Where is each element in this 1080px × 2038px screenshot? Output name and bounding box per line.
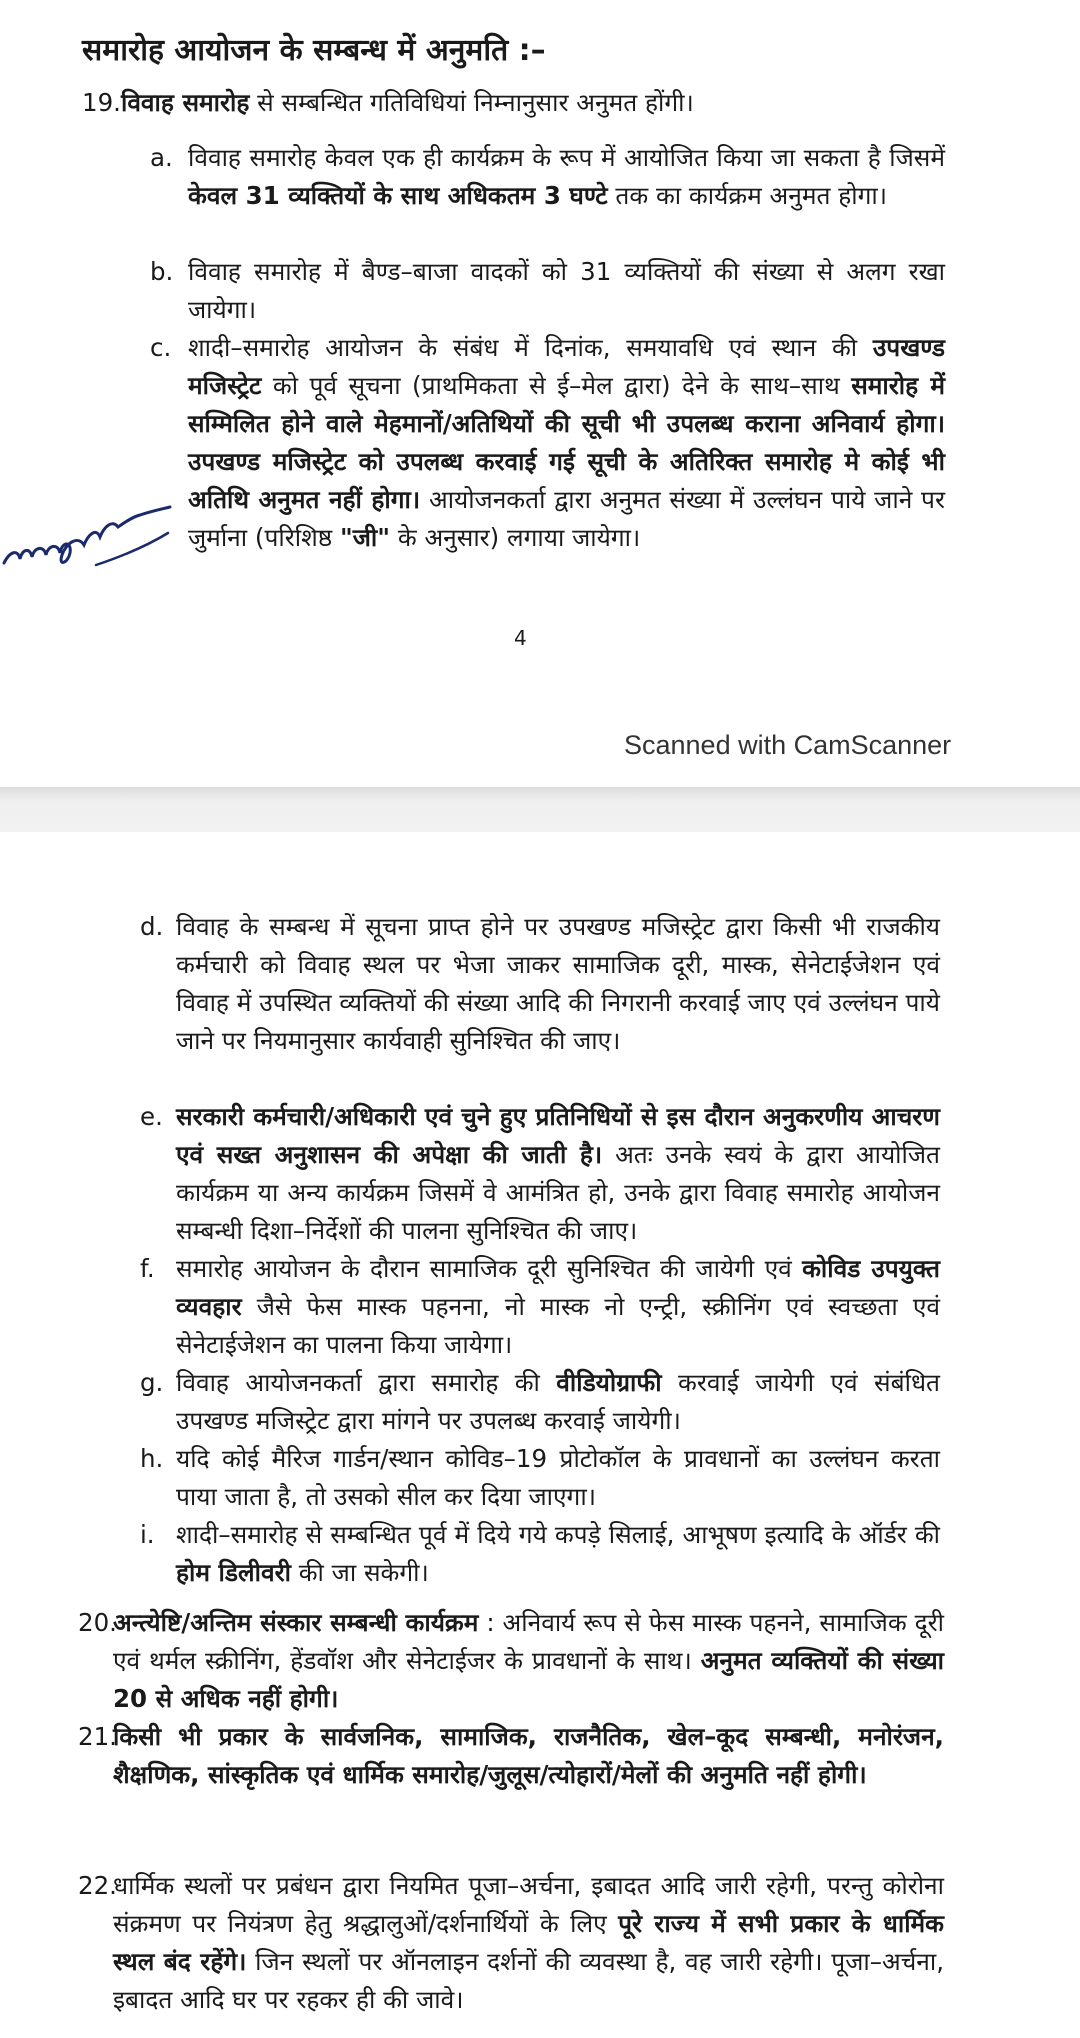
item-19c-text-3: आयोजनकर्ता द्वारा अनुमत संख्या में उल्लंघन पाये जाने पर जुर्माना (परिशिष्ठ (188, 485, 945, 552)
item-22-text-2: जिन स्थलों पर ऑनलाइन दर्शनों की व्यवस्था है, वह जारी रहेगी। पूजा–अर्चना, इबादत आदि घर पर रहकर ही की जावे। (113, 1947, 944, 2014)
item-19c-text-1: शादी–समारोह आयोजन के संबंध में दिनांक, समयावधि एवं स्थान की (188, 333, 873, 362)
section-heading: समारोह आयोजन के सम्बन्ध में अनुमति :– (82, 33, 546, 68)
item-19b-label: b. (150, 257, 174, 286)
item-20-text: : अनिवार्य रूप से फेस मास्क पहनने, सामाजिक दूरी एवं थर्मल स्क्रीनिंग, हेंडवॉश और सेनेटाईजर के प्रावधानों के साथ। (113, 1608, 944, 1675)
item-19f-text-1: समारोह आयोजन के दौरान सामाजिक दूरी सुनिश्चित की जायेगी एवं (176, 1254, 803, 1283)
item-22-text-1: धार्मिक स्थलों पर प्रबंधन द्वारा नियमित पूजा–अर्चना, इबादत आदि जारी रहेगी, परन्तु कोरोना संक्रमण पर नियंत्रण हेतु श्रद्धालुओं/दर्शनार्थियों के लिए (113, 1871, 944, 1938)
item-19-text: से सम्बन्धित गतिविधियां निम्नानुसार अनुमत होंगी। (249, 88, 694, 117)
page-separator (0, 787, 1080, 832)
item-19f (140, 1250, 940, 1364)
item-19a-text-1: विवाह समारोह केवल एक ही कार्यक्रम के रूप में आयोजित किया जा सकता है जिसमें (188, 143, 945, 172)
item-19g (140, 1364, 940, 1440)
item-20-number: 20. (78, 1608, 117, 1637)
item-19d-text: विवाह के सम्बन्ध में सूचना प्राप्त होने पर उपखण्ड मजिस्ट्रेट द्वारा किसी भी राजकीय कर्मचारी को विवाह स्थल पर भेजा जाकर सामाजिक दूरी, मास्क, सेनेटाईजेशन एवं विवाह में उपस्थित व्यक्तियों की संख्या आदि की निगरानी करवाई जाए एवं उल्लंघन पाये जाने पर नियमानुसार कार्यवाही सुनिश्चित की जाए। (176, 912, 940, 1055)
item-22-bold: पूरे राज्य में सभी प्रकार के धार्मिक स्थल बंद रहेंगे। (113, 1909, 945, 1976)
item-19d-label: d. (140, 912, 164, 941)
handwritten-signature (0, 505, 175, 575)
item-20-bold-1: अन्त्येष्टि/अन्तिम संस्कार सम्बन्धी कार्यक्रम (113, 1608, 479, 1637)
item-19f-bold: कोविड उपयुक्त व्यवहार (176, 1254, 940, 1321)
item-19c-text-4: के अनुसार) लगाया जायेगा। (390, 523, 641, 552)
item-19-bold: विवाह समारोह (120, 88, 250, 117)
item-19g-text-2: करवाई जायेगी एवं संबंधित उपखण्ड मजिस्ट्रेट द्वारा मांगने पर उपलब्ध करवाई जायेगी। (176, 1368, 940, 1435)
page-number: 4 (514, 626, 527, 650)
item-19h (140, 1440, 940, 1516)
item-19d (140, 908, 940, 1060)
item-19g-bold: वीडियोग्राफी (556, 1368, 662, 1397)
item-19b-text: विवाह समारोह में बैण्ड–बाजा वादकों को 31 व्यक्तियों की संख्या से अलग रखा जायेगा। (188, 257, 945, 324)
item-19a-text-2: तक का कार्यक्रम अनुमत होगा। (607, 181, 888, 210)
item-19-number: 19. (82, 88, 121, 117)
item-19c (150, 329, 945, 557)
document-page-1 (0, 0, 1074, 787)
item-21-number: 21. (78, 1722, 117, 1751)
item-19e (140, 1098, 940, 1250)
item-19c-bold-2: समारोह में सम्मिलित होने वाले मेहमानों/अतिथियों की सूची भी उपलब्ध कराना अनिवार्य होगा। उपखण्ड मजिस्ट्रेट को उपलब्ध करवाई गई सूची के अतिरिक्त समारोह मे कोई भी अतिथि अनुमत नहीं होगा। (188, 371, 945, 514)
item-19f-text-2: जैसे फेस मास्क पहनना, नो मास्क नो एन्ट्री, स्क्रीनिंग एवं स्वच्छता एवं सेनेटाईजेशन का पालना किया जायेगा। (176, 1292, 940, 1359)
item-19c-bold-1: उपखण्ड मजिस्ट्रेट (188, 333, 945, 400)
item-21-bold: किसी भी प्रकार के सार्वजनिक, सामाजिक, राजनैतिक, खेल–कूद सम्बन्धी, मनोरंजन, शैक्षणिक, सांस्कृतिक एवं धार्मिक समारोह/जुलूस/त्योहारों/मेलों की अनुमति नहीं होगी। (113, 1722, 944, 1789)
camscanner-watermark: Scanned with CamScanner (624, 730, 952, 760)
item-19i-bold: होम डिलीवरी (176, 1558, 291, 1587)
item-19b (150, 253, 945, 329)
document-page-2 (0, 832, 1080, 2038)
item-19h-label: h. (140, 1444, 164, 1473)
item-19c-bold-3: "जी" (339, 523, 391, 552)
item-19c-text-2: को पूर्व सूचना (प्राथमिकता से ई–मेल द्वारा) देने के साथ–साथ (261, 371, 852, 400)
item-19g-text-1: विवाह आयोजनकर्ता द्वारा समारोह की (176, 1368, 557, 1397)
item-20 (78, 1604, 944, 1718)
item-19a (150, 139, 945, 215)
item-22 (78, 1867, 944, 2019)
item-19f-label: f. (140, 1254, 155, 1283)
item-19e-label: e. (140, 1102, 163, 1131)
item-19i-label: i. (140, 1520, 155, 1549)
item-19h-text: यदि कोई मैरिज गार्डन/स्थान कोविड–19 प्रोटोकॉल के प्रावधानों का उल्लंघन करता पाया जाता है, तो उसको सील कर दिया जाएगा। (176, 1444, 940, 1511)
item-19e-text: अतः उनके स्वयं के द्वारा आयोजित कार्यक्रम या अन्य कार्यक्रम जिसमें वे आमंत्रित हो, उनके द्वारा विवाह समारोह आयोजन सम्बन्धी दिशा–निर्देशों की पालना सुनिश्चित की जाए। (176, 1140, 940, 1245)
item-19i (140, 1516, 940, 1592)
item-19 (82, 84, 762, 122)
item-19a-label: a. (150, 143, 173, 172)
item-19g-label: g. (140, 1368, 164, 1397)
item-22-number: 22. (78, 1871, 117, 1900)
item-19i-text-1: शादी–समारोह से सम्बन्धित पूर्व में दिये गये कपड़े सिलाई, आभूषण इत्यादि के ऑर्डर की (176, 1520, 940, 1549)
item-19i-text-2: की जा सकेगी। (290, 1558, 429, 1587)
item-19c-label: c. (150, 333, 172, 362)
item-21 (78, 1718, 944, 1794)
item-19e-bold: सरकारी कर्मचारी/अधिकारी एवं चुने हुए प्रतिनिधियों से इस दौरान अनुकरणीय आचरण एवं सख्त अनुशासन की अपेक्षा की जाती है। (176, 1102, 940, 1169)
item-19a-bold: केवल 31 व्यक्तियों के साथ अधिकतम 3 घण्टे (188, 181, 608, 210)
item-20-bold-2: अनुमत व्यक्तियों की संख्या 20 से अधिक नहीं होगी। (113, 1646, 944, 1713)
